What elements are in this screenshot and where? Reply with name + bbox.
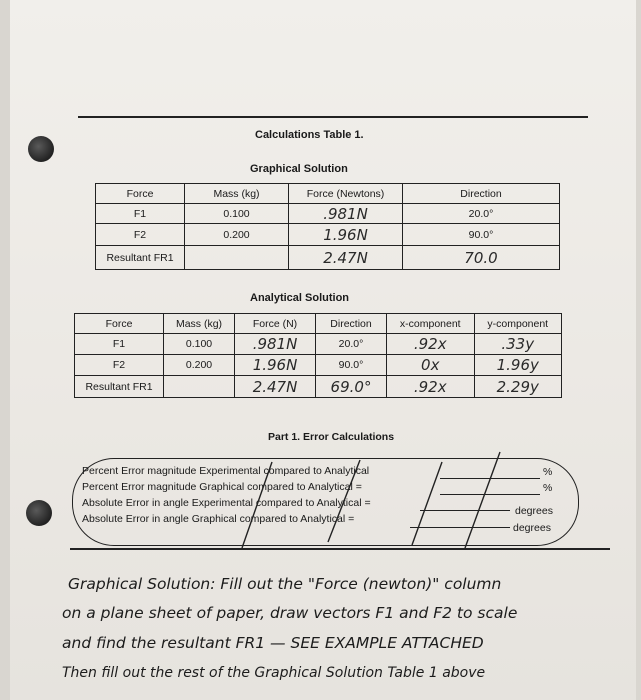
handwritten-note-line: and find the resultant FR1 — SEE EXAMPLE ATTACHED [62, 634, 484, 652]
direction-cell: 20.0° [316, 334, 387, 355]
force-cell: Resultant FR1 [75, 376, 164, 398]
header-force-n: Force (N) [235, 314, 316, 334]
worksheet-page [10, 0, 636, 700]
direction-cell: 90.0° [403, 224, 560, 246]
table1-title: Calculations Table 1. [255, 129, 364, 141]
force-cell: F1 [96, 204, 185, 224]
bottom-rule [70, 548, 610, 550]
mass-cell: 0.200 [185, 224, 289, 246]
header-direction: Direction [403, 184, 560, 204]
force-cell: F2 [96, 224, 185, 246]
direction-cell: 69.0° [316, 376, 387, 398]
slash-mark [465, 452, 500, 548]
direction-cell: 90.0° [316, 355, 387, 376]
direction-cell: 70.0 [403, 246, 560, 270]
y-component-cell: 2.29y [474, 376, 562, 398]
header-force: Force [75, 314, 164, 334]
error-line: Percent Error magnitude Experimental compared to Analytical [82, 465, 370, 477]
newtons-cell: 2.47N [289, 246, 403, 270]
graphical-title: Graphical Solution [250, 163, 348, 175]
force-n-cell: .981N [235, 334, 316, 355]
handwritten-note-line: Graphical Solution: Fill out the "Force (newton)" column [68, 575, 502, 593]
header-mass: Mass (kg) [164, 314, 235, 334]
error-line: Absolute Error in angle Experimental compared to Analytical = [82, 497, 371, 509]
mass-cell: 0.100 [185, 204, 289, 224]
analytical-title: Analytical Solution [250, 292, 350, 304]
force-n-cell: 1.96N [235, 355, 316, 376]
mass-cell: 0.100 [164, 334, 235, 355]
error-unit: degrees [513, 522, 551, 534]
slash-mark [242, 462, 272, 548]
slash-mark [328, 460, 360, 542]
force-cell: F1 [75, 334, 164, 355]
x-component-cell: .92x [387, 334, 475, 355]
header-x-component: x-component [387, 314, 475, 334]
header-newtons: Force (Newtons) [289, 184, 403, 204]
error-unit: % [543, 466, 553, 478]
header-direction: Direction [316, 314, 387, 334]
slash-mark [412, 462, 442, 545]
force-cell: Resultant FR1 [96, 246, 185, 270]
header-y-component: y-component [474, 314, 562, 334]
y-component-cell: .33y [474, 334, 562, 355]
strike-through-marks [10, 0, 636, 700]
force-cell: F2 [75, 355, 164, 376]
header-force: Force [96, 184, 185, 204]
y-component-cell: 1.96y [474, 355, 562, 376]
direction-cell: 20.0° [403, 204, 560, 224]
handwritten-note-line: on a plane sheet of paper, draw vectors F1 and F2 to scale [62, 604, 518, 622]
handwritten-note-line: Then fill out the rest of the Graphical Solution Table 1 above [62, 665, 486, 681]
newtons-cell: .981N [289, 204, 403, 224]
header-mass: Mass (kg) [185, 184, 289, 204]
force-n-cell: 2.47N [235, 376, 316, 398]
error-unit: degrees [515, 505, 553, 517]
part1-title: Part 1. Error Calculations [268, 431, 395, 443]
error-line: Percent Error magnitude Graphical compared to Analytical = [82, 481, 362, 493]
x-component-cell: .92x [387, 376, 475, 398]
x-component-cell: 0x [387, 355, 475, 376]
error-unit: % [543, 482, 553, 494]
error-line: Absolute Error in angle Graphical compared to Analytical = [82, 513, 355, 525]
mass-cell: 0.200 [164, 355, 235, 376]
newtons-cell: 1.96N [289, 224, 403, 246]
